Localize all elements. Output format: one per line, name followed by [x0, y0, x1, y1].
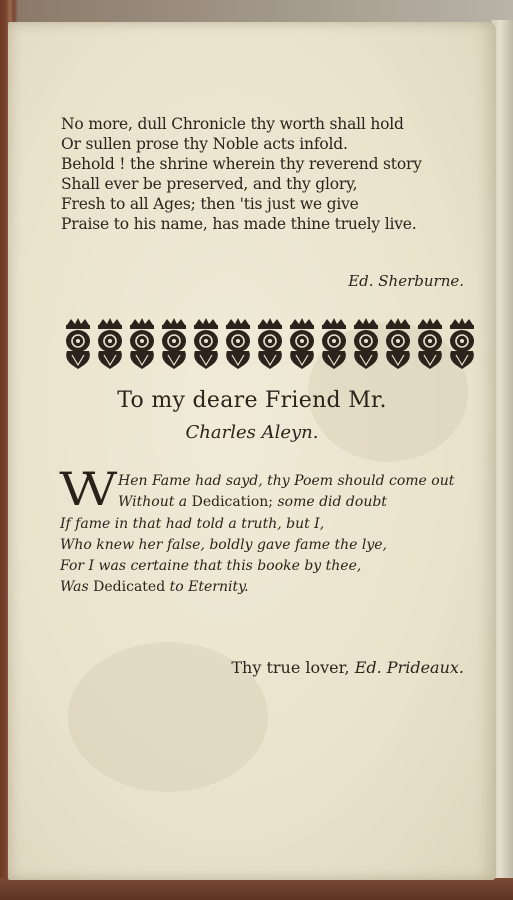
drop-capital: VV [60, 462, 107, 516]
crowned-rose-thistle-ornament-icon [62, 318, 492, 370]
poem-line: No more, dull Chronicle thy worth shall hold [61, 115, 404, 133]
dedication-line: For I was certaine that this booke by thee, [60, 558, 362, 574]
dedication-line: Who knew her false, boldly gave fame the lye, [60, 537, 387, 553]
poem-line: Praise to his name, has made thine truely live. [61, 215, 417, 233]
dedication-lines [60, 514, 387, 598]
prideaux-signature: Thy true lover, Ed. Prideaux. [231, 658, 464, 677]
sherburne-poem [61, 114, 461, 234]
dedication-line: Without a Dedication; some did doubt [118, 494, 387, 510]
sherburne-signature: Ed. Sherburne. [348, 272, 464, 290]
poem-line: Or sullen prose thy Noble acts infold. [61, 135, 348, 153]
book-page [8, 22, 496, 880]
poem-line: Shall ever be preserved, and thy glory, [61, 175, 358, 193]
dedication-subtitle: Charles Aleyn. [185, 422, 319, 443]
dedication-line: If fame in that had told a truth, but I, [60, 516, 325, 532]
binding-edge [0, 878, 513, 900]
poem-line: Behold ! the shrine wherein thy reverend story [61, 155, 422, 173]
dedication-line: Was Dedicated to Eternity. [60, 579, 249, 595]
dedication-title: To my deare Friend Mr. [117, 388, 387, 413]
dedication-line: Hen Fame had sayd, thy Poem should come out [118, 473, 455, 489]
poem-line: Fresh to all Ages; then 'tis just we give [61, 195, 359, 213]
